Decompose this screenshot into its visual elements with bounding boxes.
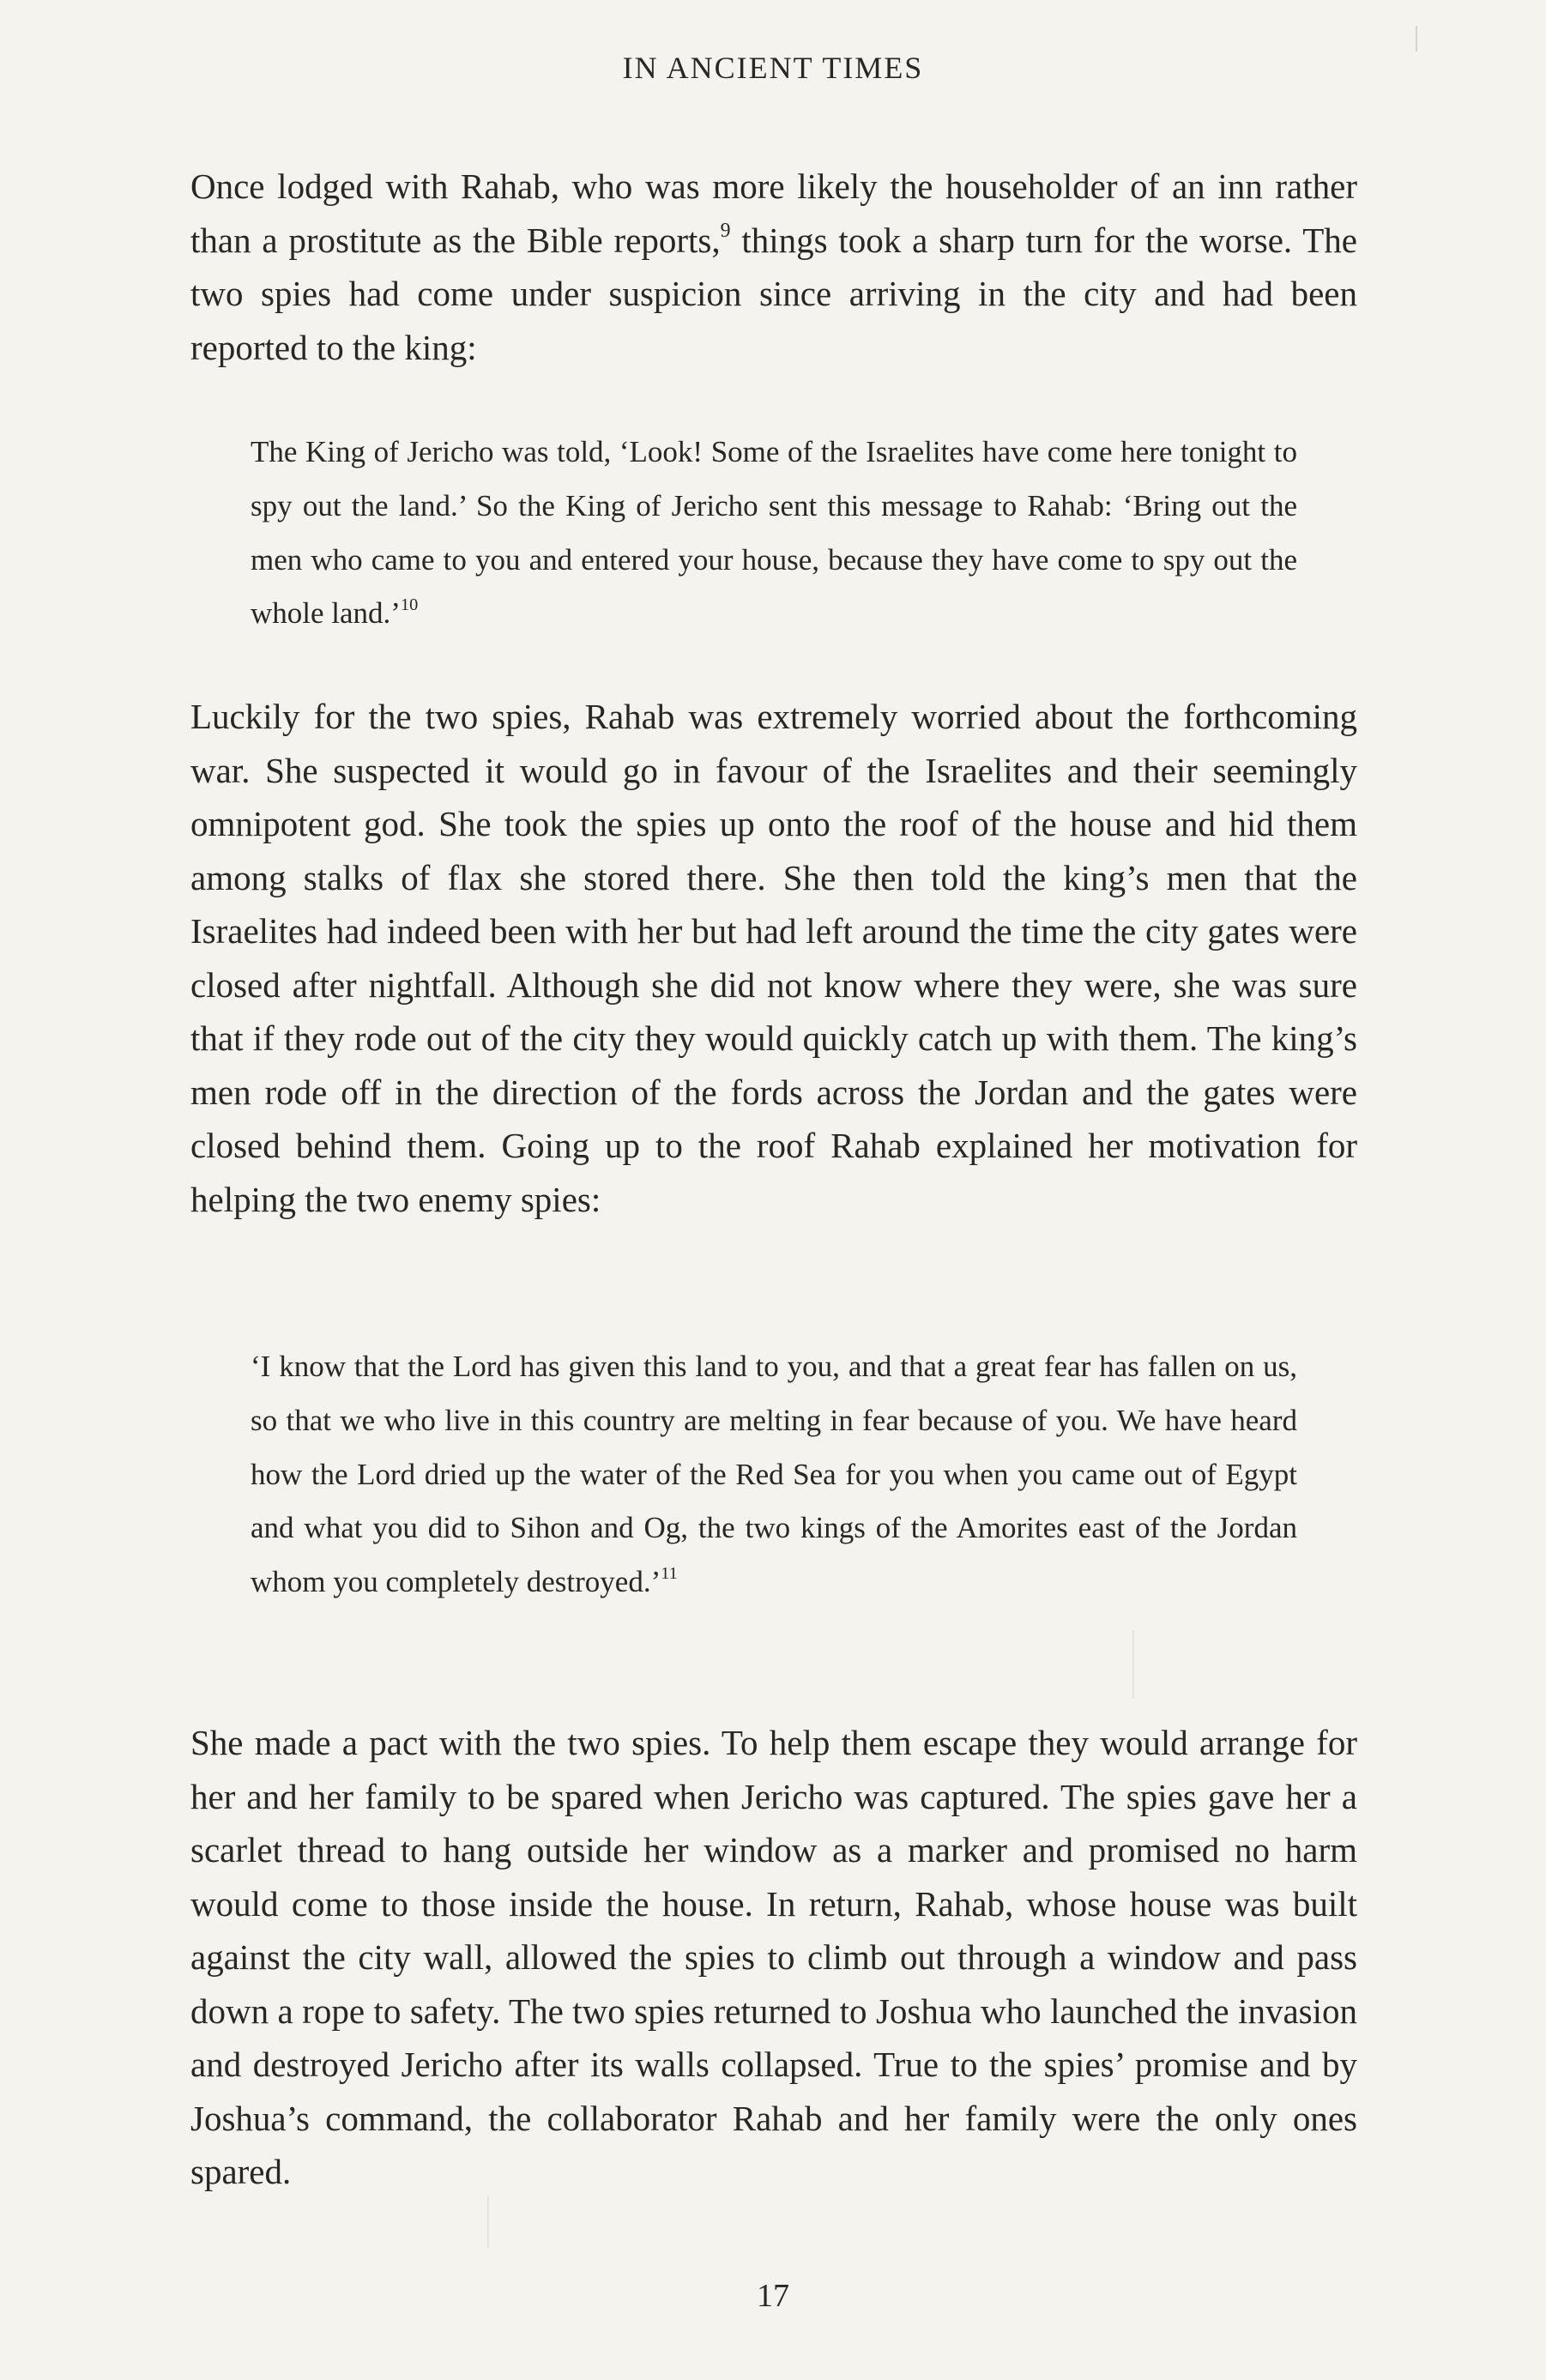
- running-head: IN ANCIENT TIMES: [622, 51, 924, 85]
- body-paragraph: [190, 690, 1357, 1226]
- scan-artifact: [1416, 26, 1417, 51]
- scan-artifact: [487, 2196, 489, 2248]
- quote-text: The King of Jericho was told, ‘Look! Some of the Israelites have come here tonight to spy out the land.’ So the King of Jericho sent this message to Rahab: ‘Bring out the men who came to you and entered your house, because they have come to spy out the whole land.’: [251, 435, 1297, 631]
- page-number: 17: [757, 2278, 789, 2314]
- block-quote: [251, 1340, 1297, 1610]
- paragraph-text: She made a pact with the two spies. To help them escape they would arrange for her and her family to be spared when Jericho was captured. The spies gave her a scarlet thread to hang outside her window as a marker and promised no harm would come to those inside the house. In return, Rahab, whose house was built against the city wall, allowed the spies to climb out through a window and pass down a rope to safety. The two spies returned to Joshua who launched the invasion and destroyed Jericho after its walls collapsed. True to the spies’ promise and by Joshua’s command, the collaborator Rahab and her family were the only ones spared.: [190, 1723, 1357, 2191]
- footnote-marker: 9: [720, 219, 731, 242]
- block-quote: [251, 426, 1297, 641]
- paragraph-text: Once lodged with Rahab, who was more likely the householder of an inn rather than a prostitute as the Bible reports,: [190, 166, 1357, 260]
- scan-artifact: [1132, 1630, 1134, 1699]
- body-paragraph: [190, 160, 1357, 374]
- footnote-marker: 10: [400, 595, 419, 615]
- footnote-marker: 11: [661, 1563, 678, 1583]
- body-paragraph: [190, 1716, 1357, 2199]
- quote-text: ‘I know that the Lord has given this land to you, and that a great fear has fallen on us, so that we who live in this country are melting in fear because of you. We have heard how the Lord dried up the water of the Red Sea for you when you came out of Egypt and what you did to Sihon and Og, the two kings of the Amorites east of the Jordan whom you completely destroyed.’: [251, 1350, 1297, 1599]
- paragraph-text: things took a sharp turn for the worse. The two spies had come under suspicion since arriving in the city and had been reported to the king:: [190, 220, 1357, 367]
- paragraph-text: Luckily for the two spies, Rahab was extremely worried about the forthcoming war. She suspected it would go in favour of the Israelites and their seemingly omnipotent god. She took the spies up onto the roof of the house and hid them among stalks of flax she stored there. She then told the king’s men that the Israelites had indeed been with her but had left around the time the city gates were closed after nightfall. Although she did not know where they were, she was sure that if they rode out of the city they would quickly catch up with them. The king’s men rode off in the direction of the fords across the Jordan and the gates were closed behind them. Going up to the roof Rahab explained her motivation for helping the two enemy spies:: [190, 697, 1357, 1219]
